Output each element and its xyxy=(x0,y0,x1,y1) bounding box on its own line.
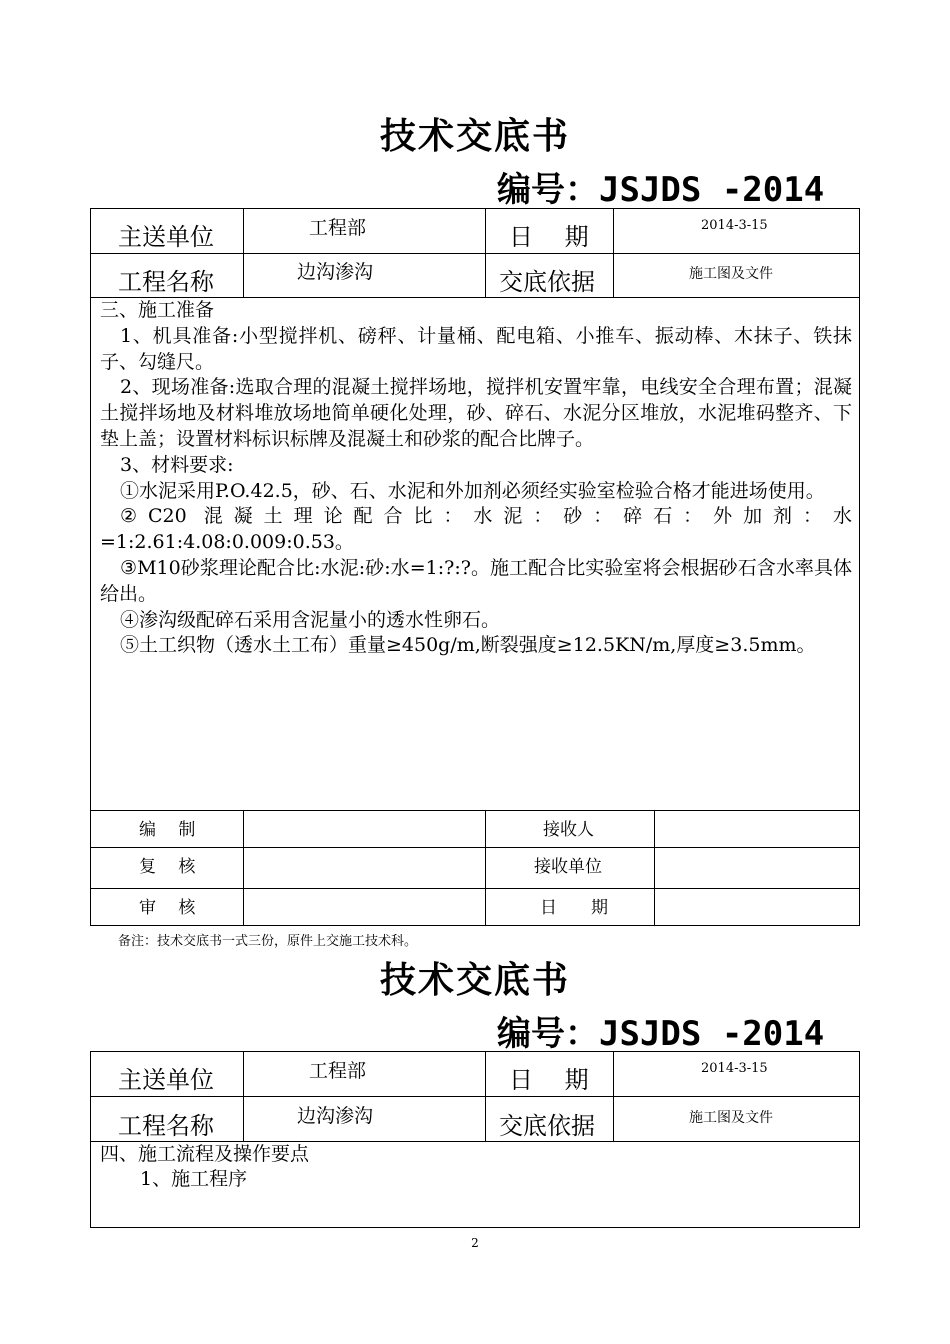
document-code xyxy=(497,162,824,211)
code-label: 编号： xyxy=(497,170,599,210)
project-label: 工程名称 xyxy=(118,268,214,296)
document-title: 技术交底书 xyxy=(379,959,570,1001)
disclosure-table xyxy=(90,1051,860,1228)
sign-date-label: 日 期 xyxy=(540,898,608,918)
content-paragraph: 1、机具准备:小型搅拌机、磅秤、计量桶、配电箱、小推车、振动棒、木抹子、铁抹子、勾缝尺。 xyxy=(100,324,852,373)
content-paragraph: ⑤土工织物（透水土工布）重量≥450g/m,断裂强度≥12.5KN/m,厚度≥3.5mm。 xyxy=(120,634,816,657)
document-code xyxy=(497,1006,824,1055)
section-heading: 四、施工流程及操作要点 xyxy=(100,1143,310,1165)
approve-label: 审 核 xyxy=(139,898,196,918)
document-title: 技术交底书 xyxy=(379,115,570,157)
project-value: 边沟渗沟 xyxy=(297,1105,374,1127)
basis-value: 施工图及文件 xyxy=(689,1110,773,1126)
sender-label: 主送单位 xyxy=(118,223,214,251)
page-number: 2 xyxy=(471,1236,479,1250)
content-paragraph: 1、施工程序 xyxy=(140,1168,248,1190)
sender-value: 工程部 xyxy=(309,1060,367,1082)
basis-label: 交底依据 xyxy=(499,1112,595,1140)
compile-label: 编 制 xyxy=(139,820,196,840)
receiver-label: 接收人 xyxy=(543,820,594,840)
date-value: 2014-3-15 xyxy=(701,1061,768,1076)
footnote: 备注：技术交底书一式三份，原件上交施工技术科。 xyxy=(118,934,418,949)
section-heading: 三、施工准备 xyxy=(100,299,215,321)
content-paragraph: ③M10砂浆理论配合比:水泥:砂:水=1:?:?。施工配合比实验室将会根据砂石含水率具体给出。 xyxy=(100,556,852,605)
code-label: 编号： xyxy=(497,1014,599,1054)
date-label: 日 期 xyxy=(509,223,589,251)
content-paragraph: 2、现场准备:选取合理的混凝土搅拌场地，搅拌机安置牢靠，电线安全合理布置；混凝土搅拌场地及材料堆放场地简单硬化处理，砂、碎石、水泥分区堆放，水泥堆码整齐、下垫上盖；设置材料标识标牌及混凝土和砂浆的配合比牌子。 xyxy=(100,376,852,450)
project-label: 工程名称 xyxy=(118,1112,214,1140)
code-value: JSJDS -2014 xyxy=(599,1014,825,1054)
sender-label: 主送单位 xyxy=(118,1066,214,1094)
basis-label: 交底依据 xyxy=(499,268,595,296)
review-label: 复 核 xyxy=(139,857,196,877)
content-paragraph: ④渗沟级配碎石采用含泥量小的透水性卵石。 xyxy=(120,608,501,631)
disclosure-content xyxy=(100,298,852,659)
project-value: 边沟渗沟 xyxy=(297,261,374,283)
receiver-unit-label: 接收单位 xyxy=(534,857,602,877)
code-value: JSJDS -2014 xyxy=(599,170,825,210)
sender-value: 工程部 xyxy=(309,217,367,239)
basis-value: 施工图及文件 xyxy=(689,266,773,282)
date-label: 日 期 xyxy=(509,1066,589,1094)
content-paragraph: ②C20 混凝土理论配合比：水泥：砂：碎石：外加剂：水=1:2.61:4.08:0.009:0.53。 xyxy=(100,505,852,554)
date-value: 2014-3-15 xyxy=(701,218,768,233)
content-paragraph: 3、材料要求: xyxy=(120,453,234,476)
content-paragraph: ①水泥采用P.O.42.5，砂、石、水泥和外加剂必须经实验室检验合格才能进场使用。 xyxy=(120,479,825,502)
disclosure-content xyxy=(100,1142,852,1192)
